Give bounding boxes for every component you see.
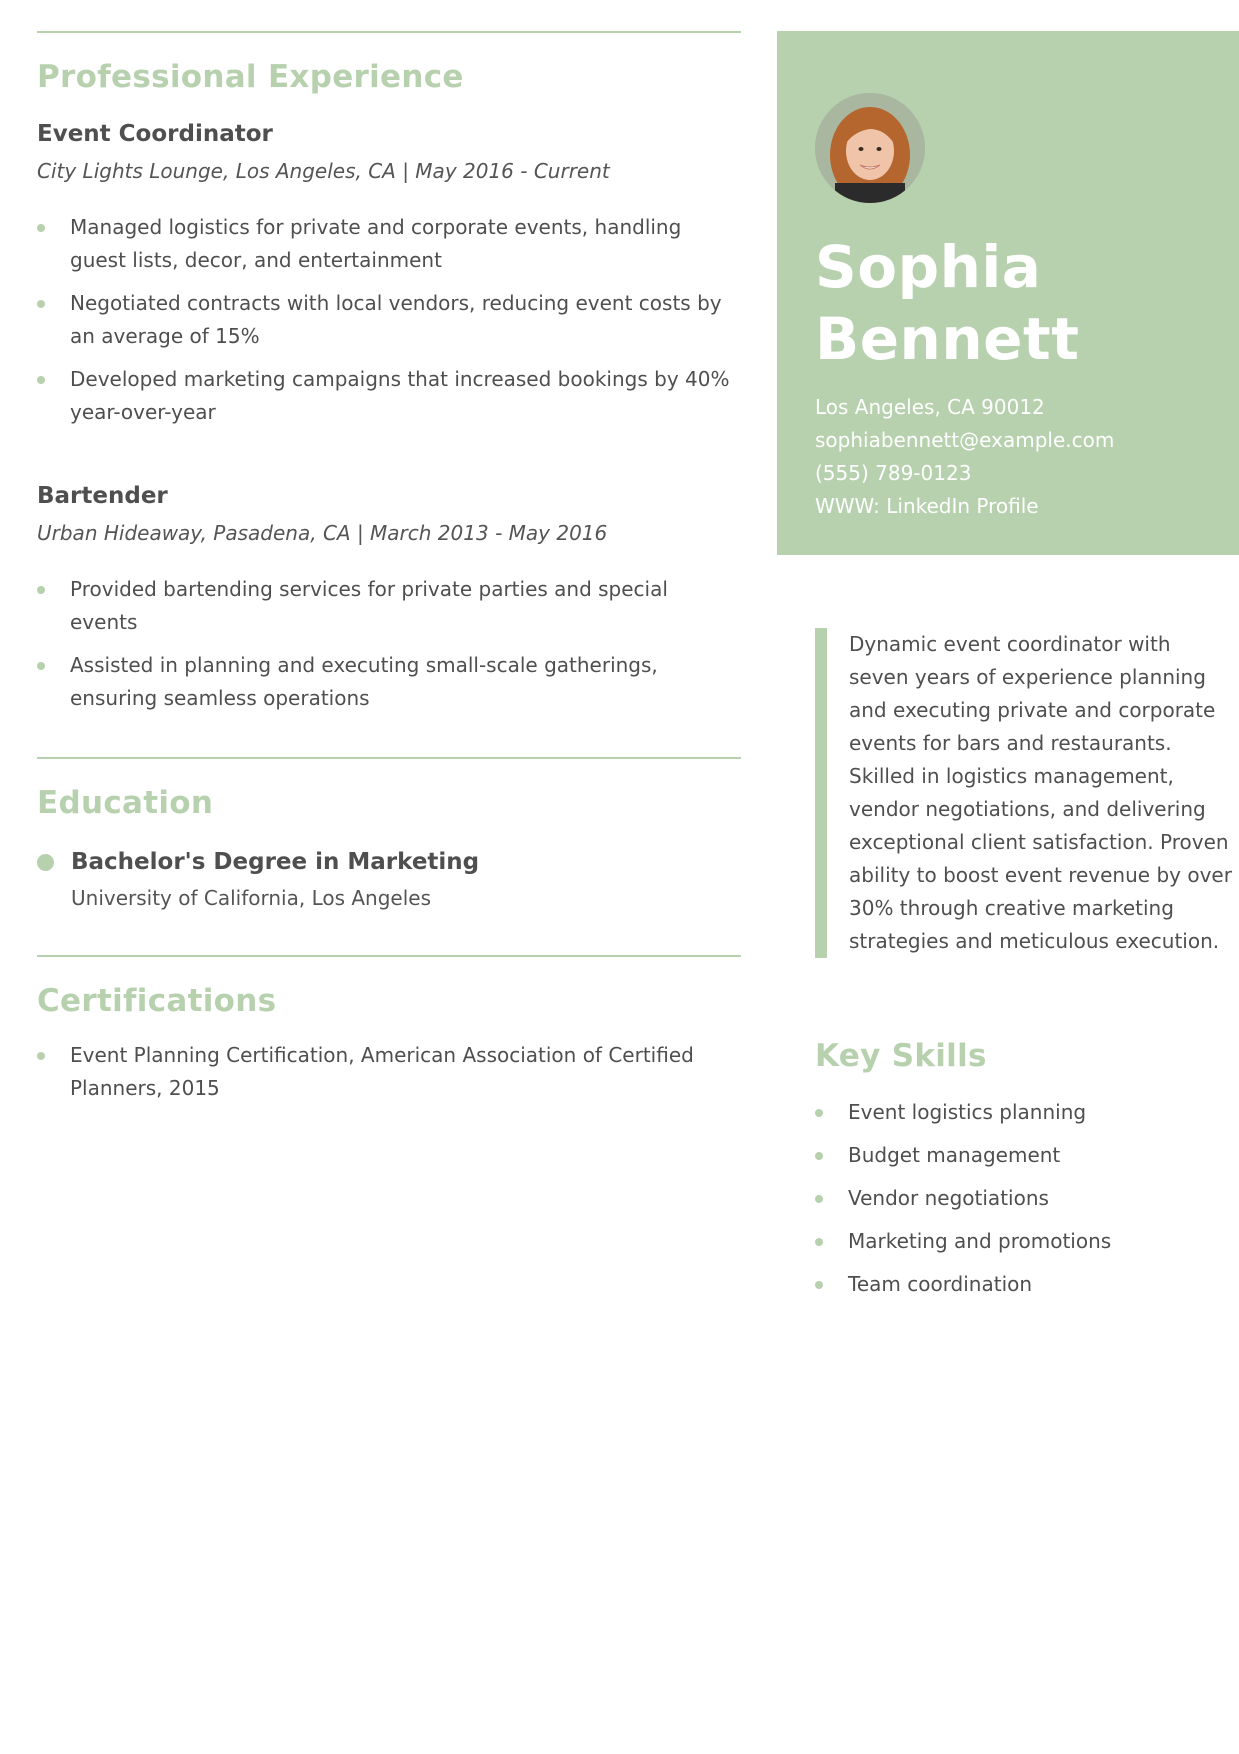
job-entry [37, 481, 741, 715]
job-entry [37, 119, 741, 429]
section-divider [37, 757, 741, 759]
first-name: Sophia [815, 233, 1042, 301]
last-name: Bennett [815, 305, 1080, 373]
profile-header [777, 31, 1239, 555]
person-name [815, 231, 1079, 375]
skills-heading: Key Skills [815, 1038, 987, 1074]
school: University of California, Los Angeles [71, 886, 432, 910]
website-link[interactable]: WWW: LinkedIn Profile [815, 494, 1039, 518]
job-bullets [37, 211, 741, 429]
certifications-heading: Certifications [37, 983, 277, 1019]
education-heading: Education [37, 785, 214, 821]
list-item: Event Planning Certification, American Association of Certified Planners, 2015 [37, 1039, 741, 1105]
degree: Bachelor's Degree in Marketing [71, 849, 480, 875]
list-item: Provided bartending services for private parties and special events [37, 573, 741, 639]
job-title: Bartender [37, 483, 168, 509]
list-item: Vendor negotiations [815, 1182, 1205, 1215]
job-title: Event Coordinator [37, 121, 273, 147]
job-meta: Urban Hideaway, Pasadena, CA | March 2013 - May 2016 [37, 521, 608, 545]
main-column [37, 31, 741, 1115]
list-item: Managed logistics for private and corporate events, handling guest lists, decor, and entertainment [37, 211, 741, 277]
experience-heading: Professional Experience [37, 59, 464, 95]
location: Los Angeles, CA 90012 [815, 395, 1045, 419]
contact-info [815, 391, 1114, 523]
email-link[interactable]: sophiabennett@example.com [815, 428, 1115, 452]
list-item: Event logistics planning [815, 1096, 1205, 1129]
list-item: Assisted in planning and executing small-scale gatherings, ensuring seamless operations [37, 649, 741, 715]
profile-summary: Dynamic event coordinator with seven years of experience planning and executing private and corporate events for bars and restaurants. Skilled in logistics management, vendor negotiations, and delivering exceptional client satisfaction. Proven ability to boost event revenue by over 30% through creative marketing strategies and meticulous execution. [815, 628, 1234, 958]
avatar [815, 93, 925, 203]
job-meta: City Lights Lounge, Los Angeles, CA | May 2016 - Current [37, 159, 610, 183]
list-item: Marketing and promotions [815, 1225, 1205, 1258]
phone: (555) 789-0123 [815, 461, 972, 485]
list-item: Negotiated contracts with local vendors, reducing event costs by an average of 15% [37, 287, 741, 353]
skills-section [815, 1036, 1205, 1311]
section-divider [37, 955, 741, 957]
education-entry [37, 845, 741, 913]
certifications-list [37, 1039, 741, 1105]
list-item: Team coordination [815, 1268, 1205, 1301]
skills-list [815, 1096, 1205, 1301]
list-item: Budget management [815, 1139, 1205, 1172]
job-bullets [37, 573, 741, 715]
avatar-photo-icon [815, 93, 925, 203]
section-divider [37, 31, 741, 33]
list-item: Developed marketing campaigns that increased bookings by 40% year-over-year [37, 363, 741, 429]
bullet-dot-icon [37, 854, 54, 871]
